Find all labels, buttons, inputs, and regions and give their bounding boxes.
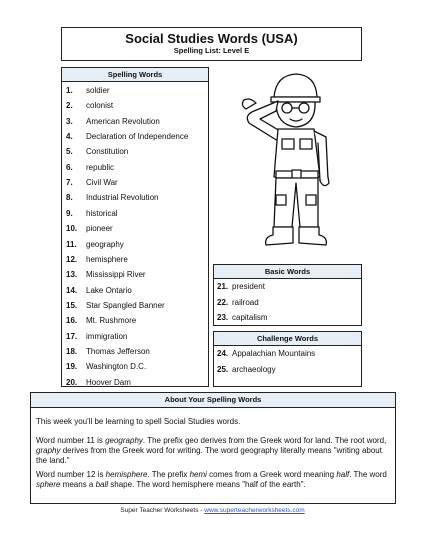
item-number: 9.: [66, 208, 73, 218]
footer: [0, 507, 425, 514]
item-word: pioneer: [86, 224, 113, 234]
item-number: 21.: [217, 282, 229, 291]
item-word: president: [232, 282, 265, 291]
item-word: Mississippi River: [86, 270, 146, 280]
item-word: Declaration of Independence: [86, 132, 189, 142]
item-number: 7.: [66, 178, 73, 188]
item-word: Hoover Dam: [86, 377, 131, 387]
basic-words-box: [213, 264, 362, 326]
item-word: Star Spangled Banner: [86, 300, 165, 310]
footer-text: Super Teacher Worksheets -: [120, 507, 205, 514]
item-word: American Revolution: [86, 116, 160, 126]
item-word: colonist: [86, 101, 114, 111]
about-box: [30, 392, 396, 504]
about-geography-paragraph: Word number 11 is geography. The prefix geo derives from the Greek word for land. The root word, graphy derives from the Greek word for writing. The word geography literally means "writing about the land.": [36, 436, 387, 465]
item-word: capitalism: [232, 313, 268, 322]
item-word: Constitution: [86, 147, 129, 157]
item-word: Washington D.C.: [86, 362, 147, 372]
item-word: Appalachian Mountains: [232, 349, 316, 358]
item-word: Thomas Jefferson: [86, 346, 150, 356]
item-word: geography: [86, 239, 124, 249]
item-number: 2.: [66, 101, 73, 111]
item-number: 12.: [66, 254, 78, 264]
about-intro: This week you'll be learning to spell Social Studies words.: [36, 417, 241, 426]
item-number: 11.: [66, 239, 77, 249]
item-number: 4.: [66, 132, 73, 142]
item-number: 3.: [66, 116, 73, 126]
item-number: 1.: [66, 86, 73, 95]
about-header: About Your Spelling Words: [31, 393, 395, 408]
item-word: Lake Ontario: [86, 285, 132, 295]
item-number: 16.: [66, 316, 78, 326]
item-word: Civil War: [86, 178, 118, 188]
item-number: 15.: [66, 300, 78, 310]
item-number: 17.: [66, 331, 78, 341]
item-number: 6.: [66, 162, 73, 172]
title-box: [61, 27, 362, 61]
item-number: 25.: [217, 364, 229, 374]
item-word: railroad: [232, 297, 259, 307]
challenge-words-header: Challenge Words: [214, 332, 361, 346]
saluting-soldier-illustration: [216, 67, 364, 257]
item-number: 22.: [217, 297, 229, 307]
spelling-words-header: Spelling Words: [62, 68, 208, 82]
item-number: 24.: [217, 349, 229, 358]
challenge-words-box: [213, 331, 362, 387]
item-number: 8.: [66, 193, 73, 203]
item-word: archaeology: [232, 364, 276, 374]
item-word: soldier: [86, 86, 110, 95]
about-hemisphere-paragraph: Word number 12 is hemisphere. The prefix hemi comes from a Greek word meaning half. The word sphere means a ball shape. The word hemisphere means "half of the earth".: [36, 470, 387, 489]
footer-link[interactable]: www.superteacherworksheets.com: [204, 507, 305, 514]
item-number: 23.: [217, 313, 229, 322]
item-word: Industrial Revolution: [86, 193, 159, 203]
item-number: 18.: [66, 346, 78, 356]
item-word: Mt. Rushmore: [86, 316, 137, 326]
item-number: 14.: [66, 285, 78, 295]
item-word: republic: [86, 162, 115, 172]
page-title: Social Studies Words (USA): [125, 31, 298, 46]
item-number: 10.: [66, 224, 78, 234]
spelling-words-box: [61, 67, 209, 387]
page-subtitle: Spelling List: Level E: [173, 46, 250, 55]
item-number: 13.: [66, 270, 78, 280]
item-number: 19.: [66, 362, 78, 372]
item-number: 20.: [66, 377, 78, 387]
basic-words-header: Basic Words: [214, 265, 361, 279]
item-word: historical: [86, 208, 118, 218]
item-word: hemisphere: [86, 254, 128, 264]
item-word: immigration: [86, 331, 128, 341]
item-number: 5.: [66, 147, 73, 157]
